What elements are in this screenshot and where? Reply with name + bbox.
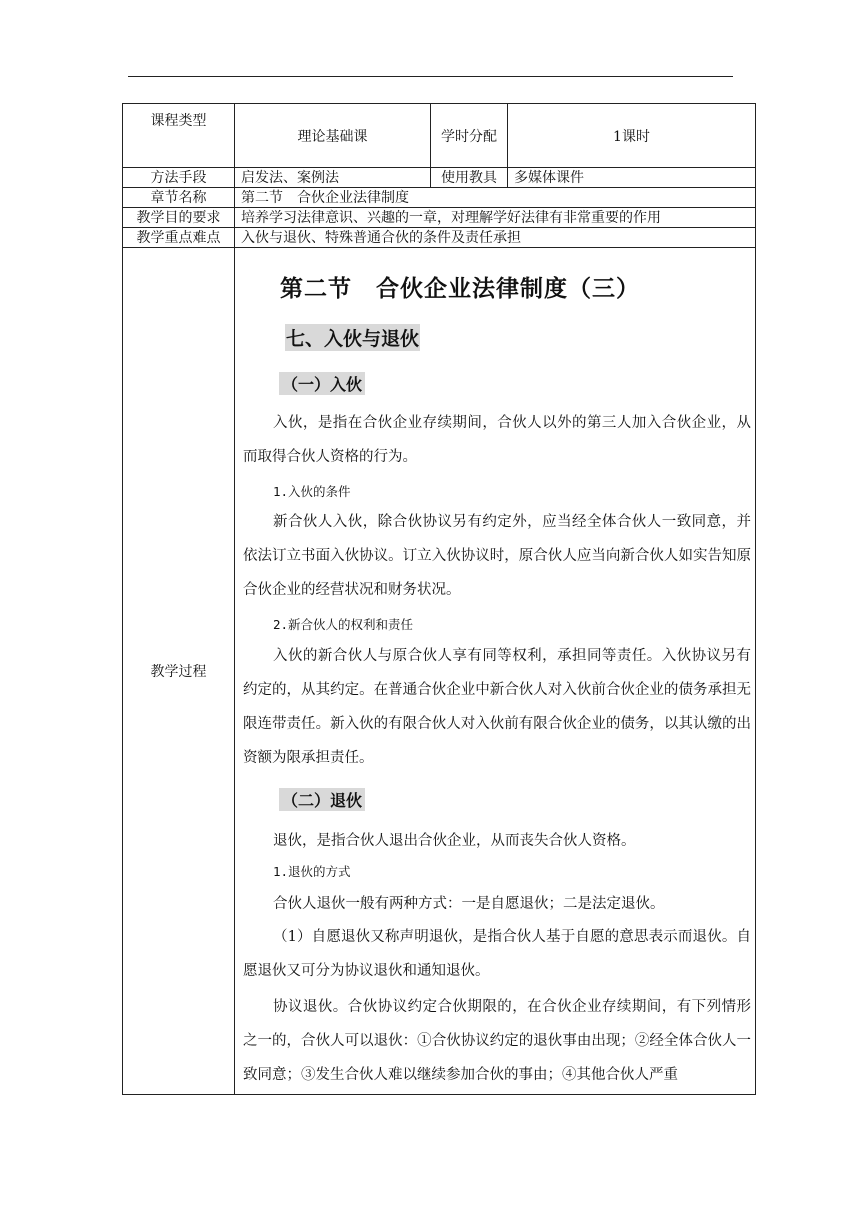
heading-new-partner-rights: 2.新合伙人的权利和责任 [273, 617, 414, 632]
heading-joining: （一）入伙 [279, 372, 365, 395]
key-points-value: 入伙与退伙、特殊普通合伙的条件及责任承担 [235, 228, 756, 248]
tools-value: 多媒体课件 [508, 168, 756, 188]
paragraph-agreed-withdrawal: 协议退伙。合伙协议约定合伙期限的，在合伙企业存续期间，有下列情形之一的，合伙人可以退伙：①合伙协议约定的退伙事由出现；②经全体合伙人一致同意；③发生合伙人难以继续参加合伙的事由；④其他合伙人严重 [243, 999, 751, 1083]
chapter-value: 第二节 合伙企业法律制度 [235, 188, 756, 208]
key-points-label: 教学重点难点 [123, 228, 235, 248]
heading-withdrawal-methods: 1.退伙的方式 [273, 864, 351, 879]
paragraph-new-partner-rights: 入伙的新合伙人与原合伙人享有同等权利，承担同等责任。入伙协议另有约定的，从其约定。在普通合伙企业中新合伙人对入伙前合伙企业的债务承担无限连带责任。新入伙的有限合伙人对入伙前有限合伙企业的债务，以其认缴的出资额为限承担责任。 [243, 648, 751, 766]
heading-joining-conditions: 1.入伙的条件 [273, 484, 351, 499]
paragraph-voluntary-withdrawal: （1）自愿退伙又称声明退伙，是指合伙人基于自愿的意思表示而退伙。自愿退伙又可分为协议退伙和通知退伙。 [243, 929, 751, 979]
paragraph-withdrawal-methods: 合伙人退伙一般有两种方式：一是自愿退伙；二是法定退伙。 [273, 896, 665, 912]
paragraph-joining-conditions: 新合伙人入伙，除合伙协议另有约定外，应当经全体合伙人一致同意，并依法订立书面入伙协议。订立入伙协议时，原合伙人应当向新合伙人如实告知原合伙企业的经营状况和财务状况。 [243, 514, 751, 598]
paragraph-withdrawal-definition: 退伙，是指合伙人退出合伙企业，从而丧失合伙人资格。 [273, 833, 636, 849]
hours-value: 1课时 [508, 104, 756, 168]
lesson-plan-table [122, 103, 756, 1095]
row-course-type [123, 104, 756, 168]
row-goal [123, 208, 756, 228]
course-type-label: 课程类型 [123, 104, 235, 168]
process-label: 教学过程 [123, 248, 235, 1095]
section-title: 第二节 合伙企业法律制度（三） [280, 276, 640, 302]
method-value: 启发法、案例法 [235, 168, 431, 188]
process-content [235, 248, 756, 1095]
header-rule [128, 76, 733, 77]
course-type-value: 理论基础课 [235, 104, 431, 168]
row-chapter [123, 188, 756, 208]
heading-section-7: 七、入伙与退伙 [285, 324, 420, 351]
row-key-points [123, 228, 756, 248]
heading-withdrawal: （二）退伙 [279, 788, 365, 811]
goal-label: 教学目的要求 [123, 208, 235, 228]
hours-label: 学时分配 [431, 104, 508, 168]
chapter-label: 章节名称 [123, 188, 235, 208]
row-method [123, 168, 756, 188]
tools-label: 使用教具 [431, 168, 508, 188]
method-label: 方法手段 [123, 168, 235, 188]
row-process [123, 248, 756, 1095]
goal-value: 培养学习法律意识、兴趣的一章，对理解学好法律有非常重要的作用 [235, 208, 756, 228]
paragraph-joining-definition: 入伙，是指在合伙企业存续期间，合伙人以外的第三人加入合伙企业，从而取得合伙人资格的行为。 [243, 415, 751, 465]
